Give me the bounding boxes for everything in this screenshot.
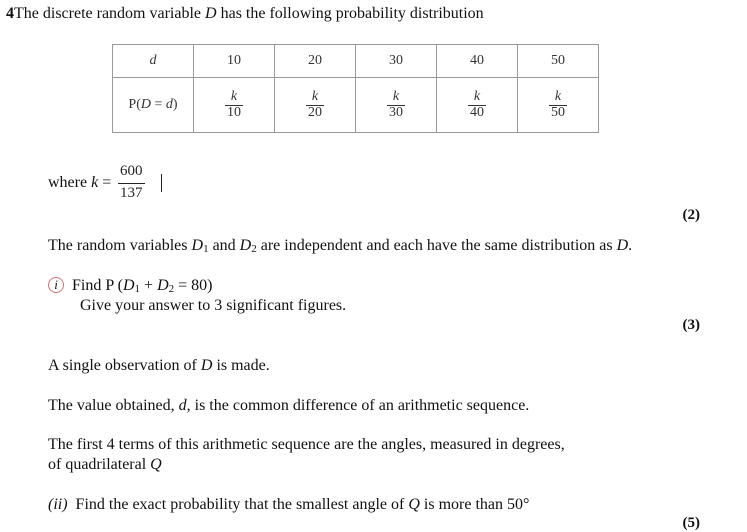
paragraph-observation: A single observation of D is made. [48,357,270,374]
paragraph-angles-line2: of quadrilateral Q [48,456,162,473]
value-cell: 30 [356,45,437,78]
text-cursor[interactable] [161,174,162,192]
k-fraction [118,164,145,202]
part-i-question: i Find P $(D_1 + D_2 = 80)$ [48,277,213,295]
probability-cell [275,78,356,133]
part-i-instruction: Give your answer to 3 significant figures. [80,297,347,314]
question-intro: 4The discrete random variable D has the following probability distribution [6,5,484,22]
fraction: $\frac{k}{40}$ [470,88,484,120]
paragraph-common-difference: The value obtained, d, is the common difference of an arithmetic sequence. [48,397,530,414]
paragraph-angles-line1: The first 4 terms of this arithmetic sequence are the angles, measured in degrees, [48,436,565,453]
marks-label: (5) [682,515,700,531]
probability-cell [194,78,275,133]
marks-label: (2) [682,207,700,223]
part-ii-label: (ii) [48,496,68,513]
probability-cell [437,78,518,133]
fraction: $\frac{k}{20}$ [308,88,322,120]
fraction: $\frac{k}{50}$ [551,88,565,120]
paragraph-independent: The random variables $D_1$ and $D_2$ are independent and each have the same distribution as D. [48,237,633,255]
marks-label: (3) [682,317,700,333]
table-row [113,45,599,78]
k-denominator: 137 [120,184,143,201]
fraction: $\frac{k}{30}$ [389,88,403,120]
probability-distribution-table [112,44,599,133]
where-k-label: where k = [48,174,112,191]
value-cell: 40 [437,45,518,78]
table-row [113,78,599,133]
k-numerator: 600 [120,163,143,179]
value-cell: 50 [518,45,599,78]
part-ii-question: (ii) Find the exact probability that the smallest angle of Q is more than 50° [48,496,530,513]
row-label-probability: P(D = d) [113,78,194,133]
question-number: 4 [6,5,14,22]
fraction: $\frac{k}{10}$ [227,88,241,120]
value-cell: 10 [194,45,275,78]
part-i-label: i [48,277,64,293]
probability-cell [518,78,599,133]
row-label-d: d [113,45,194,78]
probability-cell [356,78,437,133]
value-cell: 20 [275,45,356,78]
